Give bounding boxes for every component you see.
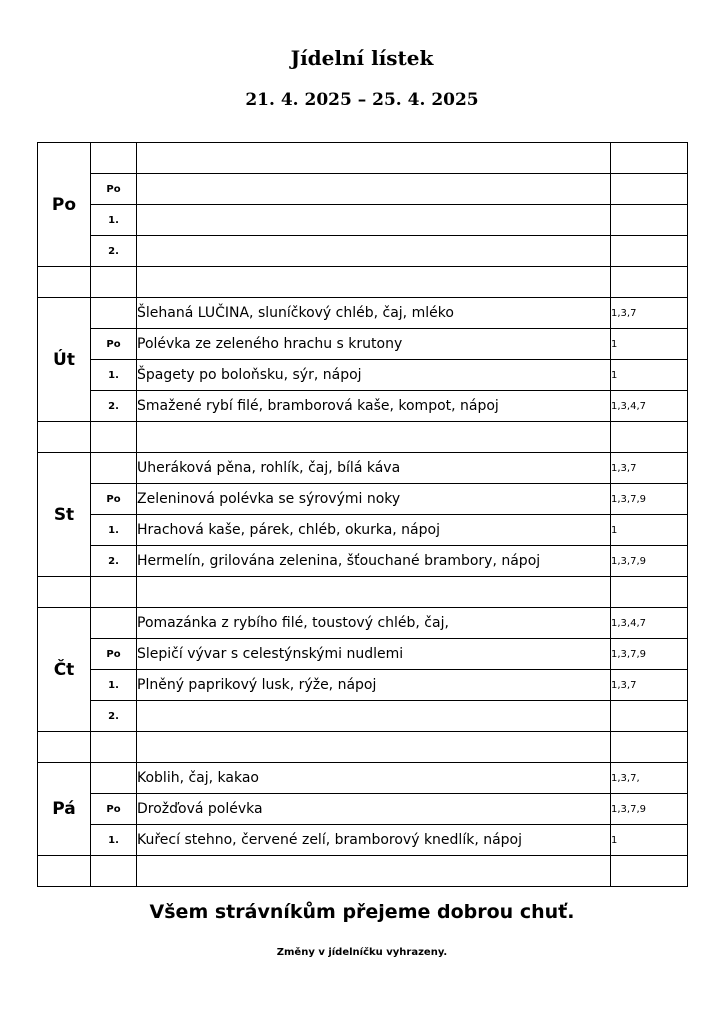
dish-name [137,701,611,732]
date-range: 21. 4. 2025 – 25. 4. 2025 [245,90,479,110]
menu-row [38,391,688,422]
empty-cell [38,732,91,763]
meal-type: 2. [91,391,137,422]
dish-name: Polévka ze zeleného hrachu s krutony [137,329,611,360]
allergen-codes [611,205,688,236]
dish-name [137,205,611,236]
empty-cell [611,267,688,298]
meal-type: 1. [91,825,137,856]
menu-row [38,484,688,515]
allergen-codes: 1,3,4,7 [611,391,688,422]
empty-cell [611,422,688,453]
footer-greeting: Všem strávníkům přejeme dobrou chuť. [149,901,575,923]
empty-cell [91,577,137,608]
menu-row [38,143,688,174]
dish-name: Slepičí vývar s celestýnskými nudlemi [137,639,611,670]
menu-row [38,701,688,732]
dish-name: Hermelín, grilována zelenina, šťouchané brambory, nápoj [137,546,611,577]
day-label: Po [38,143,91,267]
day-label: Čt [38,608,91,732]
allergen-codes [611,701,688,732]
dish-name: Drožďová polévka [137,794,611,825]
allergen-codes: 1 [611,825,688,856]
menu-row [38,546,688,577]
meal-type: Po [91,794,137,825]
menu-table-body [38,143,688,887]
meal-type: Po [91,639,137,670]
meal-type: 2. [91,546,137,577]
empty-cell [91,267,137,298]
day-label: St [38,453,91,577]
meal-type: Po [91,329,137,360]
spacer-row [38,856,688,887]
empty-cell [137,856,611,887]
empty-cell [38,577,91,608]
day-label: Pá [38,763,91,856]
menu-row [38,639,688,670]
dish-name: Koblih, čaj, kakao [137,763,611,794]
spacer-row [38,422,688,453]
meal-type [91,143,137,174]
menu-row [38,794,688,825]
meal-type [91,453,137,484]
spacer-row [38,732,688,763]
allergen-codes: 1,3,7, [611,763,688,794]
empty-cell [137,267,611,298]
empty-cell [137,422,611,453]
meal-type [91,763,137,794]
dish-name: Špagety po boloňsku, sýr, nápoj [137,360,611,391]
allergen-codes: 1,3,7 [611,453,688,484]
empty-cell [137,577,611,608]
menu-row [38,236,688,267]
dish-name: Uheráková pěna, rohlík, čaj, bílá káva [137,453,611,484]
menu-title: Jídelní lístek [290,46,434,70]
dish-name: Hrachová kaše, párek, chléb, okurka, nápoj [137,515,611,546]
dish-name: Plněný paprikový lusk, rýže, nápoj [137,670,611,701]
allergen-codes: 1 [611,360,688,391]
dish-name: Kuřecí stehno, červené zelí, bramborový knedlík, nápoj [137,825,611,856]
meal-type [91,298,137,329]
empty-cell [611,856,688,887]
empty-cell [91,856,137,887]
menu-row [38,329,688,360]
allergen-codes [611,236,688,267]
dish-name [137,236,611,267]
empty-cell [38,856,91,887]
allergen-codes: 1,3,7,9 [611,546,688,577]
meal-type: 2. [91,701,137,732]
dish-name: Smažené rybí filé, bramborová kaše, kompot, nápoj [137,391,611,422]
allergen-codes: 1,3,4,7 [611,608,688,639]
meal-type: Po [91,484,137,515]
allergen-codes: 1 [611,329,688,360]
menu-row [38,174,688,205]
dish-name [137,143,611,174]
allergen-codes: 1,3,7,9 [611,639,688,670]
empty-cell [38,267,91,298]
dish-name: Pomazánka z rybího filé, toustový chléb, čaj, [137,608,611,639]
meal-type: 1. [91,670,137,701]
meal-type: Po [91,174,137,205]
menu-row [38,515,688,546]
empty-cell [611,577,688,608]
menu-row [38,453,688,484]
meal-type: 1. [91,205,137,236]
menu-row [38,360,688,391]
empty-cell [611,732,688,763]
menu-row [38,608,688,639]
spacer-row [38,267,688,298]
menu-row [38,825,688,856]
dish-name: Šlehaná LUČINA, sluníčkový chléb, čaj, mléko [137,298,611,329]
menu-row [38,670,688,701]
menu-row [38,763,688,794]
menu-row [38,205,688,236]
empty-cell [91,422,137,453]
empty-cell [137,732,611,763]
menu-table [37,142,688,887]
empty-cell [38,422,91,453]
allergen-codes [611,143,688,174]
empty-cell [91,732,137,763]
footer-note: Změny v jídelníčku vyhrazeny. [276,947,448,958]
dish-name: Zeleninová polévka se sýrovými noky [137,484,611,515]
meal-type: 2. [91,236,137,267]
day-label: Út [38,298,91,422]
meal-type: 1. [91,360,137,391]
allergen-codes: 1,3,7,9 [611,484,688,515]
allergen-codes: 1,3,7,9 [611,794,688,825]
meal-type [91,608,137,639]
allergen-codes: 1,3,7 [611,298,688,329]
allergen-codes: 1,3,7 [611,670,688,701]
meal-type: 1. [91,515,137,546]
spacer-row [38,577,688,608]
allergen-codes: 1 [611,515,688,546]
dish-name [137,174,611,205]
menu-row [38,298,688,329]
allergen-codes [611,174,688,205]
